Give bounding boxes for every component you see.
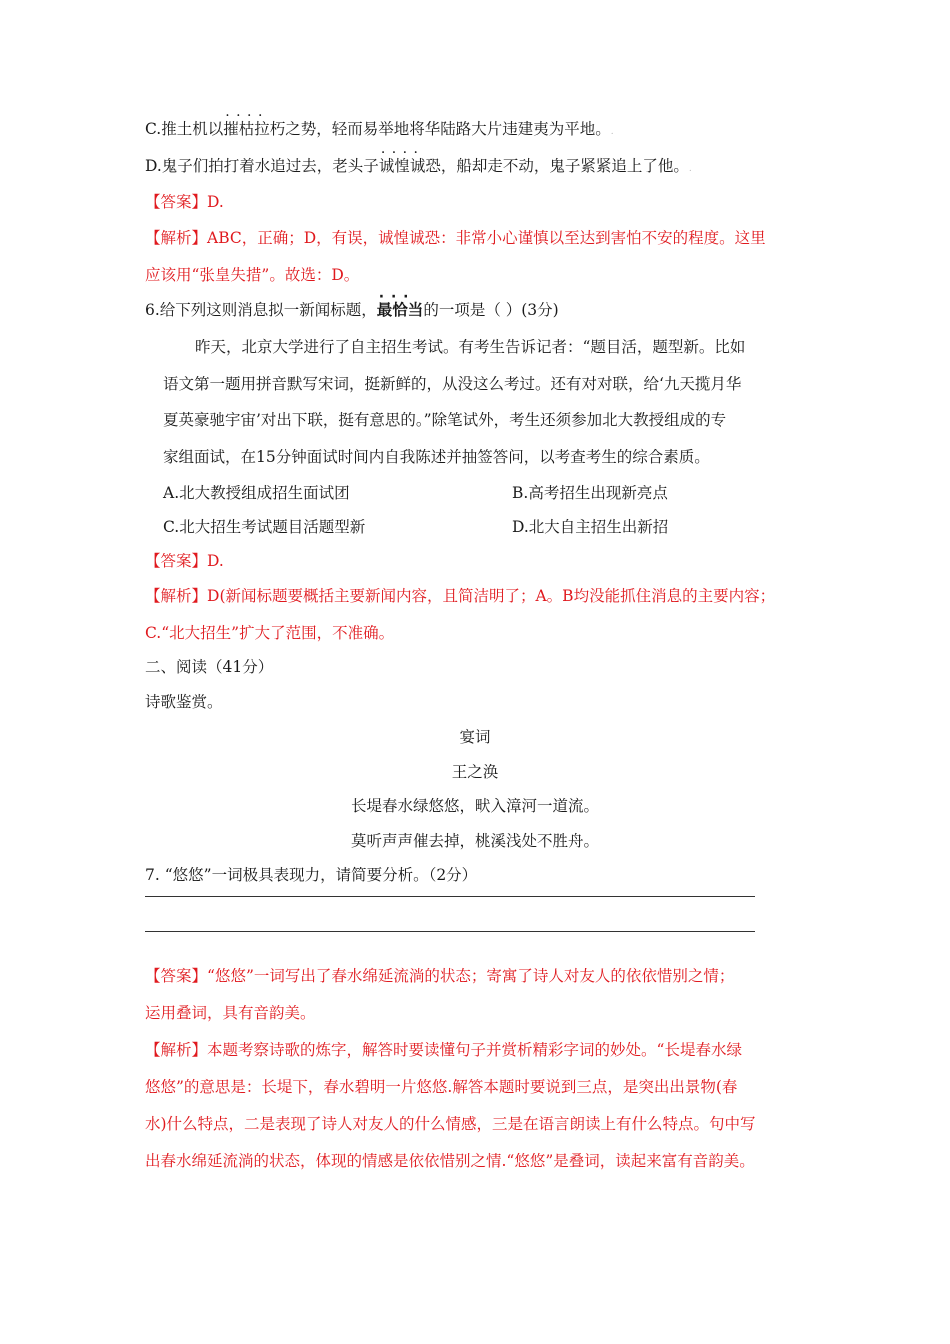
q7-answer-line1	[145, 896, 755, 897]
poem-line2: 莫听声声催去掉，桃溪浅处不胜舟。	[350, 832, 599, 850]
q5-analysis-line1	[145, 228, 766, 248]
poem-line1: 长堤春水绿悠悠，畎入漳河一道流。	[350, 797, 599, 815]
q6-passage-line2: 语文第一题用拼音默写宋词，挺新鲜的，从没这么考过。还有对对联，给‘九天揽月华	[163, 375, 742, 393]
q6-passage-line4: 家组面试，在15分钟面试时间内自我陈述并抽签答问，以考查考生的综合素质。	[163, 448, 710, 466]
q5-analysis-label: 【解析】	[145, 229, 208, 247]
q5-answer	[145, 192, 224, 212]
q5-analysis-line2: 应该用“张皇失措”。故选：D。	[145, 266, 360, 284]
q6-analysis-text1: D(新闻标题要概括主要新闻内容，且简洁明了；A。B均没能抓住消息的主要内容；	[207, 587, 776, 605]
q6-stem-post: 的一项是（ ）(3分)	[423, 301, 559, 319]
q5-option-d: D.鬼子们拍打着水追过去，老头子· · 诚惶诚恐，船却走不动，鬼子紧紧追上了他。.	[145, 156, 692, 179]
q5-option-d-post: ，船却走不动，鬼子紧紧追上了他。	[440, 157, 689, 175]
poem-author: 王之涣	[451, 763, 499, 781]
q7-answer-text1: “悠悠”一词写出了春水绵延流淌的状态；寄寓了诗人对友人的依依惜别之情；	[207, 967, 735, 985]
q7-analysis-line3: 水)什么特点，二是表现了诗人对友人的什么情感，三是在语言朗读上有什么特点。句中写	[145, 1115, 756, 1133]
poem-title: 宴词	[459, 728, 491, 746]
q6-answer	[145, 551, 224, 571]
q5-option-d-pre: D.鬼子们拍打着水追过去，老头子	[145, 157, 379, 175]
q6-option-b: B.高考招生出现新亮点	[512, 484, 668, 502]
q5-option-c-emphasis: · · 摧枯拉朽	[223, 120, 285, 138]
q6-analysis-line1	[145, 586, 775, 606]
q7-analysis-label: 【解析】	[145, 1041, 208, 1059]
q6-answer-value: D.	[207, 552, 224, 570]
q5-answer-label: 【答案】	[145, 193, 208, 211]
q7-analysis-line1	[145, 1040, 742, 1060]
q5-option-c-pre: C.推土机以	[145, 120, 224, 138]
q6-stem-emphasis: · · · 最恰当	[377, 301, 424, 319]
q6-option-d: D.北大自主招生出新招	[512, 518, 669, 536]
q7-analysis-line4: 出春水绵延流淌的状态，体现的情感是依依惜别之情.“悠悠”是叠词，读起来富有音韵美。	[145, 1152, 755, 1170]
q7-analysis-text1: 本题考察诗歌的炼字，解答时要读懂句子并赏析精彩字词的妙处。“长堤春水绿	[207, 1041, 742, 1059]
q7-analysis-line2: 悠悠”的意思是：长堤下，春水碧明一片悠悠.解答本题时要说到三点，是突出出景物(春	[145, 1078, 738, 1096]
q7-stem: 7. “悠悠”一词极具表现力，请简要分析。（2分）	[145, 866, 478, 884]
q6-passage-line3: 夏英豪驰宇宙’对出下联，挺有意思的。”除笔试外，考生还须参加北大教授组成的专	[163, 411, 727, 429]
section2-subtitle: 诗歌鉴赏。	[145, 693, 223, 711]
q5-option-d-emphasis: · · 诚惶诚恐	[379, 157, 441, 175]
q6-analysis-line2: C.“北大招生”扩大了范围，不准确。	[145, 624, 395, 642]
q6-passage-line1: 昨天，北京大学进行了自主招生考试。有考生告诉记者：“题目活，题型新。比如	[195, 338, 746, 356]
q7-answer-label: 【答案】	[145, 967, 208, 985]
q7-answer-line2-text: 运用叠词，具有音韵美。	[145, 1004, 316, 1022]
q6-stem-pre: 6.给下列这则消息拟一新闻标题，	[145, 301, 377, 319]
q6-option-a: A.北大教授组成招生面试团	[163, 484, 350, 502]
q5-option-c: C.推土机以· · 摧枯拉朽之势，轻而易举地将华陆路大片违建夷为平地。.	[145, 119, 614, 142]
q6-stem	[145, 300, 559, 320]
q7-answer-line2	[145, 931, 755, 932]
q5-analysis-text1: ABC，正确；D，有误，诚惶诚恐：非常小心谨慎以至达到害怕不安的程度。这里	[207, 229, 766, 247]
section2-title: 二、阅读（41分）	[145, 658, 274, 676]
q5-answer-value: D.	[207, 193, 224, 211]
q6-option-c: C.北大招生考试题目活题型新	[163, 518, 366, 536]
q5-option-c-post: 之势，轻而易举地将华陆路大片违建夷为平地。	[285, 120, 611, 138]
q6-analysis-label: 【解析】	[145, 587, 208, 605]
q7-answer	[145, 966, 734, 986]
q6-answer-label: 【答案】	[145, 552, 208, 570]
